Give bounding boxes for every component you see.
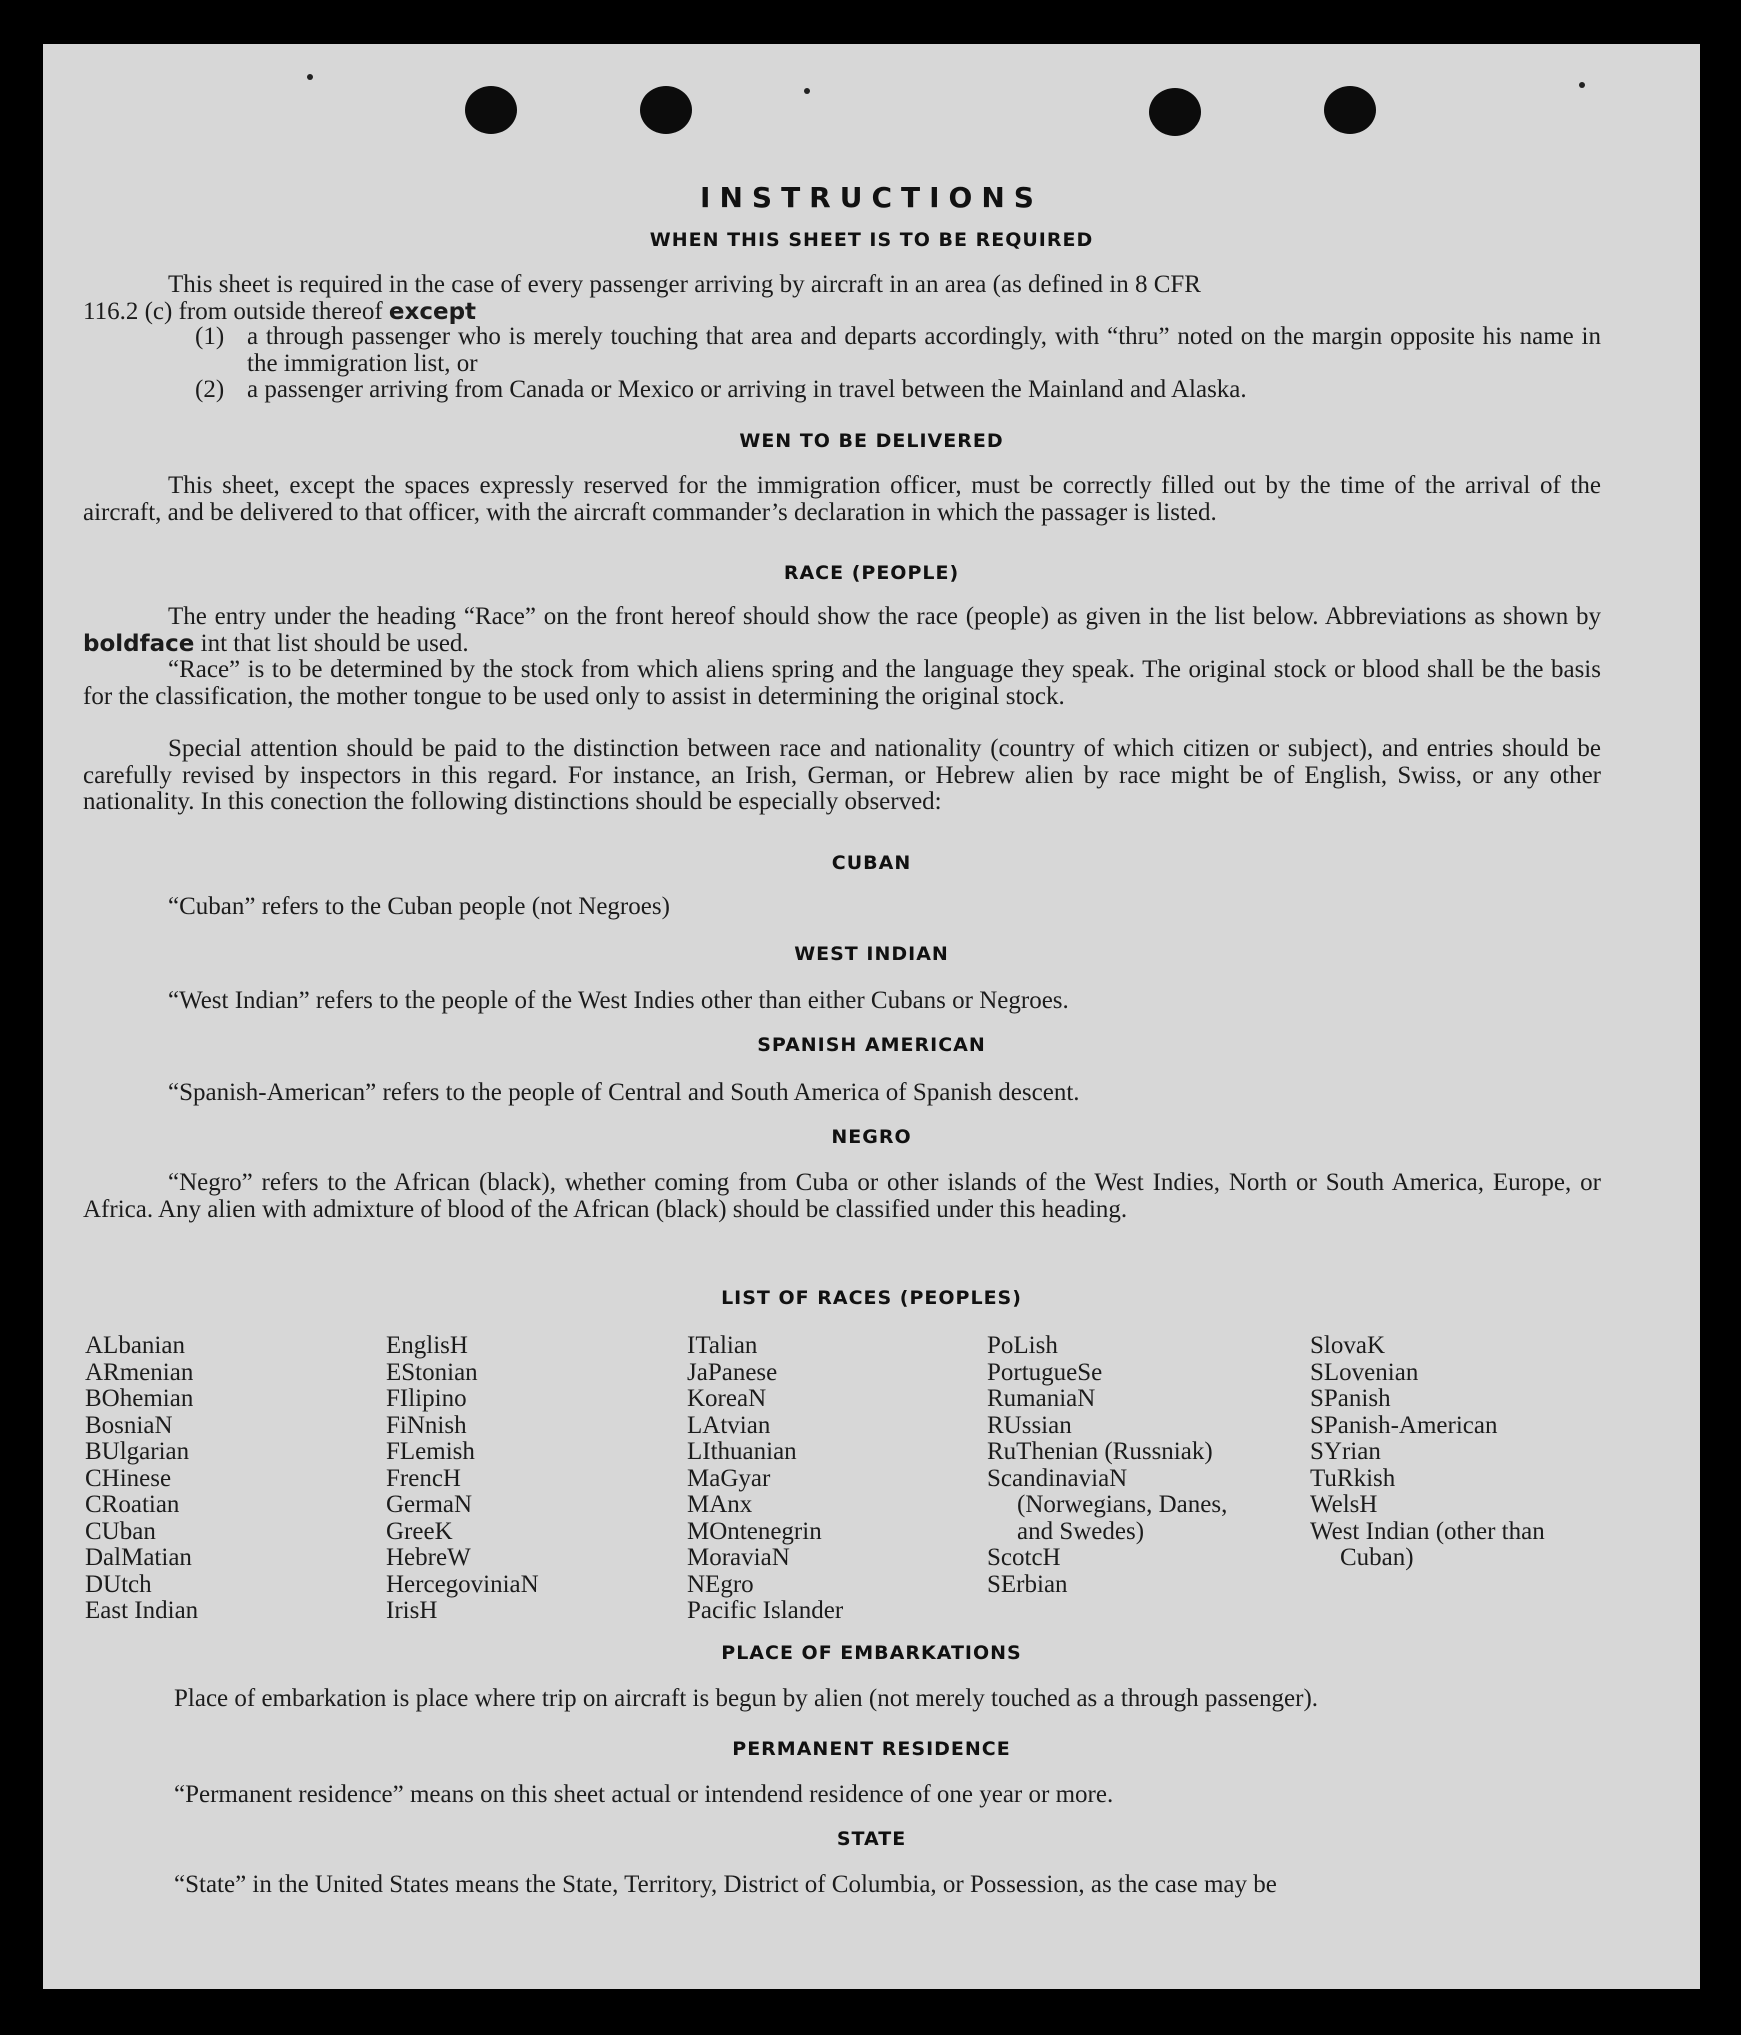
race-list-item: GermaN [386, 1491, 473, 1518]
race-list-item: IrisH [386, 1597, 438, 1624]
race-list-item: ALbanian [85, 1332, 185, 1359]
race-list-item: SErbian [987, 1570, 1068, 1598]
race-list-item: FrencH [386, 1464, 461, 1492]
delivered-text: This sheet, except the spaces expressly reserved for the immigration officer, must be correctly filled out by the time of the arrival of the aircraft, and be delivered to that officer, with the aircraft commander’s declaration in which the passager is listed. [83, 472, 1601, 526]
race-list-item: MAnx [687, 1491, 753, 1518]
race-list-item: West Indian (other than Cuban) [1310, 1517, 1545, 1571]
race-list-item: KoreaN [687, 1385, 767, 1412]
race-list-item: BosniaN [85, 1411, 173, 1439]
race-list-item: JaPanese [687, 1358, 778, 1386]
race-list-item: EnglisH [386, 1332, 468, 1359]
section-heading-cuban: CUBAN [831, 852, 912, 874]
race-list-column-2 [386, 1333, 666, 1625]
race-list-item: PortugueSe [987, 1358, 1103, 1386]
race-list-item: Pacific Islander [687, 1597, 844, 1624]
race-list-item: SPanish [1310, 1385, 1391, 1412]
race-list-item: FIlipino [386, 1385, 467, 1412]
race-list-item: MoraviaN [687, 1544, 790, 1571]
race-list-item: PoLish [987, 1332, 1058, 1359]
race-list-item: LIthuanian [687, 1438, 797, 1465]
race-list-item: WelsH [1310, 1491, 1378, 1518]
required-item-1: a through passenger who is merely touching that area and departs accordingly, with “thru” noted on the margin opposite his name in the immigration list, or [247, 323, 1601, 377]
section-heading-embarkation: PLACE OF EMBARKATIONS [721, 1642, 1022, 1664]
race-list-item: FLemish [386, 1438, 475, 1465]
required-intro: This sheet is required in the case of every passenger arriving by aircraft in an area (as defined in 8 CFR [168, 271, 1201, 298]
section-heading-race: RACE (PEOPLE) [783, 562, 960, 584]
race-list-item: CHinese [85, 1464, 172, 1492]
race-list-item: EStonian [386, 1358, 478, 1386]
race-list-item: CRoatian [85, 1491, 180, 1518]
race-list-item: SPanish-American [1310, 1411, 1498, 1439]
speck [804, 88, 810, 94]
race-list-item: SYrian [1310, 1438, 1381, 1465]
required-except: except [388, 299, 477, 325]
race-list-column-5 [1310, 1333, 1610, 1572]
negro-text: “Negro” refers to the African (black), whether coming from Cuba or other islands of the West Indies, North or South America, Europe, or Africa. Any alien with admixture of blood of the African (black) should be classified under this heading. [83, 1169, 1601, 1223]
race-p1 [83, 604, 1601, 657]
race-list-item: DUtch [85, 1570, 152, 1598]
race-list-item: TuRkish [1310, 1464, 1396, 1492]
section-heading-negro: NEGRO [831, 1126, 912, 1148]
race-list-item: ScotcH [987, 1544, 1061, 1571]
required-intro-cont [83, 299, 1083, 326]
race-list-item: RUssian [987, 1411, 1072, 1439]
race-list-item: BOhemian [85, 1385, 194, 1412]
section-heading-list: LIST OF RACES (PEOPLES) [721, 1287, 1022, 1309]
required-item-1-num: (1) [195, 323, 225, 350]
punch-hole [1149, 88, 1201, 136]
speck [1579, 82, 1585, 88]
required-item-2: a passenger arriving from Canada or Mexico or arriving in travel between the Mainland and Alaska. [247, 376, 1247, 403]
race-list-item: RuThenian (Russniak) [987, 1438, 1213, 1465]
embarkation-text: Place of embarkation is place where trip on aircraft is begun by alien (not merely touched as a through passenger). [174, 1685, 1319, 1712]
document-sheet [43, 44, 1700, 1989]
race-p3: Special attention should be paid to the distinction between race and nationality (country of which citizen or subject), and entries should be carefully revised by inspectors in this regard. For instance, an Irish, German, or Hebrew alien by race might be of English, Swiss, or any other nationality. In this conection the following distinctions should be especially observed: [83, 735, 1601, 815]
race-list-item: SLovenian [1310, 1358, 1419, 1386]
speck [307, 74, 313, 80]
page-title: INSTRUCTIONS [700, 181, 1043, 214]
race-list-item: ScandinaviaN (Norwegians, Danes, and Swedes) [987, 1464, 1228, 1545]
section-heading-spanish-american: SPANISH AMERICAN [757, 1034, 986, 1056]
race-list-column-1 [85, 1333, 345, 1625]
race-list-item: MOntenegrin [687, 1517, 822, 1545]
cuban-text: “Cuban” refers to the Cuban people (not Negroes) [168, 893, 670, 920]
west-indian-text: “West Indian” refers to the people of the West Indies other than either Cubans or Negroes. [168, 987, 1069, 1014]
race-list-item: CUban [85, 1517, 156, 1545]
race-list-item: HebreW [386, 1544, 471, 1571]
race-list-item: NEgro [687, 1570, 754, 1598]
race-list-item: RumaniaN [987, 1385, 1096, 1412]
punch-hole [1324, 86, 1376, 134]
state-text: “State” in the United States means the State, Territory, District of Columbia, or Possession, as the case may be [174, 1871, 1277, 1898]
section-heading-required: WHEN THIS SHEET IS TO BE REQUIRED [649, 229, 1094, 251]
race-list-item: East Indian [85, 1597, 199, 1624]
section-heading-west-indian: WEST INDIAN [794, 943, 949, 965]
punch-hole [640, 86, 692, 134]
race-list-column-4 [987, 1333, 1247, 1598]
race-list-item: BUlgarian [85, 1438, 190, 1465]
section-heading-delivered: WEN TO BE DELIVERED [739, 430, 1004, 452]
race-list-item: GreeK [386, 1517, 453, 1545]
race-list-item: SlovaK [1310, 1332, 1385, 1359]
race-list-item: FiNnish [386, 1411, 467, 1439]
race-p1-tail: int that list should be used. [200, 629, 469, 657]
race-list-item: DalMatian [85, 1544, 192, 1571]
race-list-column-3 [687, 1333, 967, 1625]
required-intro-cont-text: 116.2 (c) from outside thereof [83, 298, 383, 325]
race-list-item: LAtvian [687, 1411, 771, 1439]
race-list-item: MaGyar [687, 1464, 771, 1492]
required-item-2-num: (2) [195, 376, 225, 403]
race-list-item: ARmenian [85, 1358, 194, 1386]
spanish-american-text: “Spanish-American” refers to the people of Central and South America of Spanish descent. [168, 1079, 1080, 1106]
race-list-item: HercegoviniaN [386, 1570, 539, 1598]
race-boldface: boldface [83, 630, 195, 657]
race-list-item: ITalian [687, 1332, 758, 1359]
punch-hole [465, 86, 517, 134]
race-p1-text: The entry under the heading “Race” on the front hereof should show the race (people) as given in the list below. Abbreviations as shown by [168, 603, 1601, 630]
residence-text: “Permanent residence” means on this sheet actual or intendend residence of one year or more. [174, 1781, 1114, 1808]
section-heading-state: STATE [836, 1828, 907, 1850]
section-heading-residence: PERMANENT RESIDENCE [732, 1738, 1011, 1760]
race-p2: “Race” is to be determined by the stock from which aliens spring and the language they speak. The original stock or blood shall be the basis for the classification, the mother tongue to be used only to assist in determining the original stock. [83, 656, 1601, 710]
